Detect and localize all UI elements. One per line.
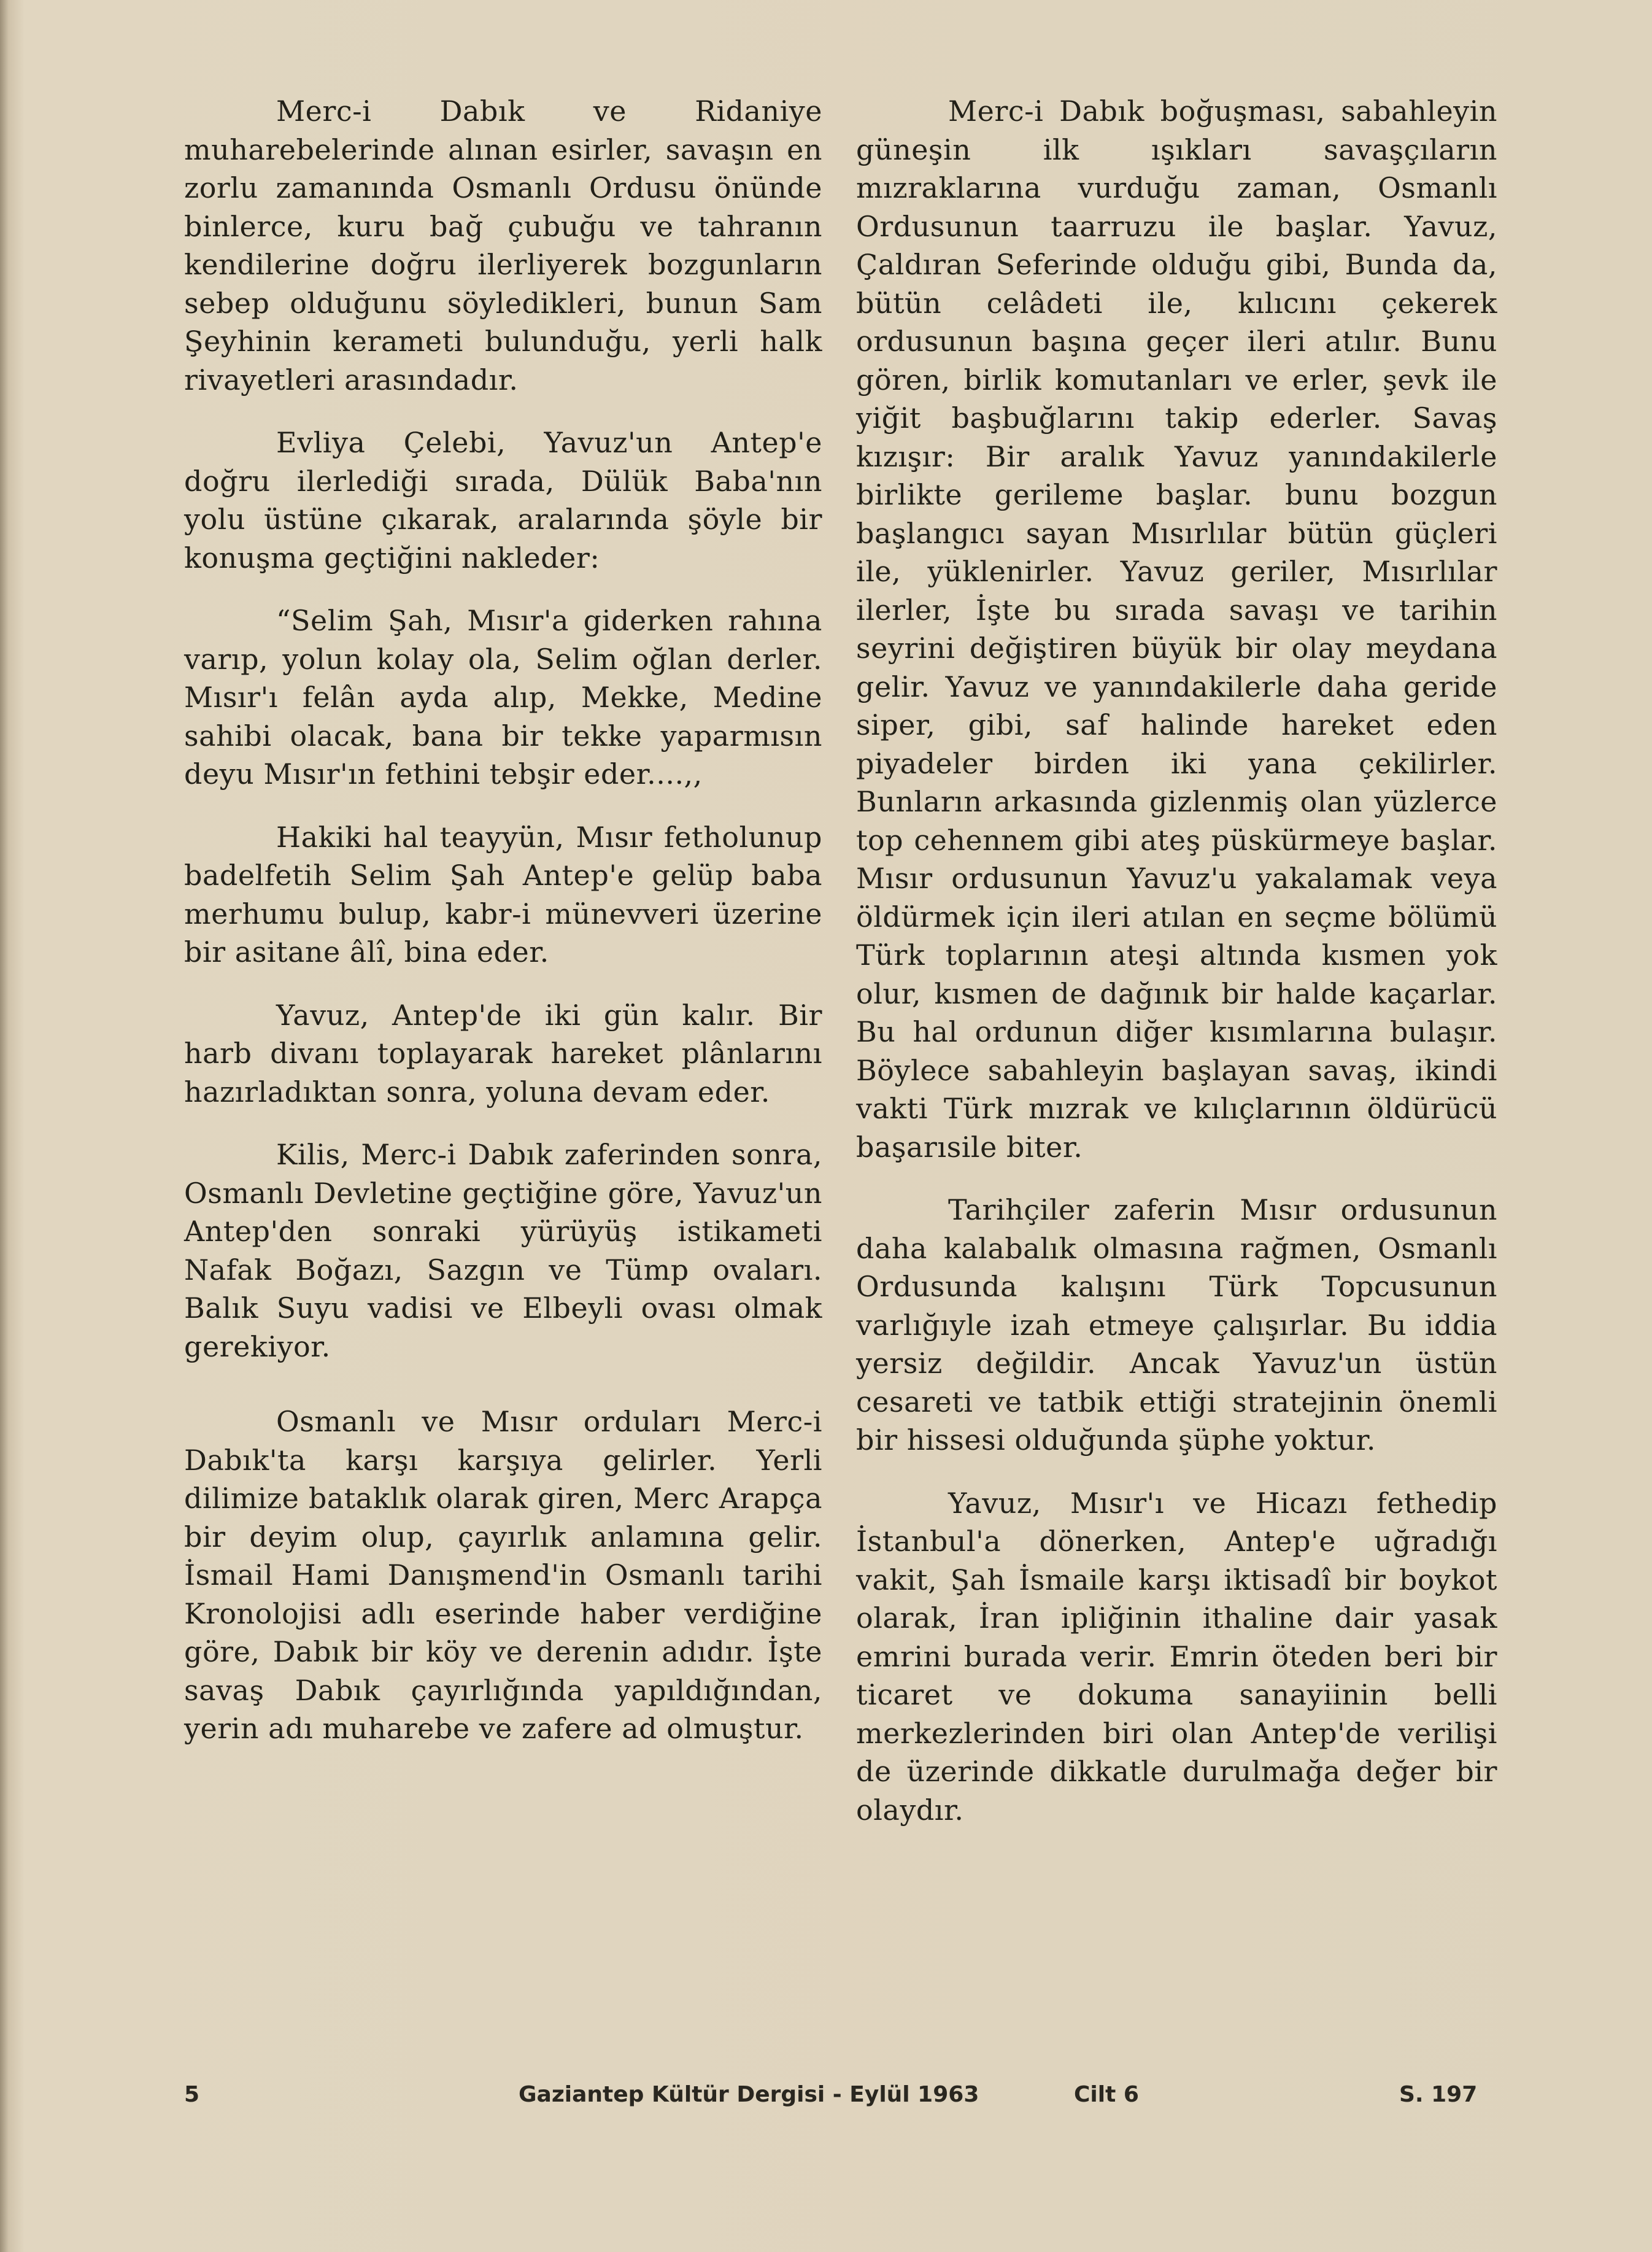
journal-title: Gaziantep Kültür Dergisi - Eylül 1963	[519, 2082, 979, 2107]
quote-paragraph: “Selim Şah, Mısır'a giderken rahına varıp, yolun kolay ola, Selim oğlan derler. Mısır'ı felân ayda alıp, Mekke, Medine sahibi olacak, bana bir tekke yaparmısın deyu Mısır'ın fethini tebşir eder....,,	[184, 604, 822, 791]
page-footer	[184, 2082, 1485, 2113]
paragraph: Yavuz, Mısır'ı ve Hicazı fethedip İstanbul'a dönerken, Antep'e uğradığı vakit, Şah İsmaile karşı iktisadî bir boykot olarak, İran ipliğinin ithaline dair yasak emrini burada verir. Emrin öteden beri bir ticaret ve dokuma sanayiinin belli merkezlerinden biri olan Antep'de verilişi de üzerinde dikkatle durulmağa değer bir olaydır.	[856, 1486, 1497, 1827]
paragraph: Hakiki hal teayyün, Mısır fetholunup badelfetih Selim Şah Antep'e gelüp baba merhumu bulup, kabr-i münevveri üzerine bir asitane âlî, bina eder.	[184, 820, 822, 969]
right-column	[856, 92, 1497, 1854]
left-column	[184, 92, 822, 1773]
paragraph: Kilis, Merc-i Dabık zaferinden sonra, Osmanlı Devletine geçtiğine göre, Yavuz'un Antep'den sonraki yürüyüş istikameti Nafak Boğazı, Sazgın ve Tümp ovaları. Balık Suyu vadisi ve Elbeyli ovası olmak gerekiyor.	[184, 1138, 822, 1363]
paragraph: Evliya Çelebi, Yavuz'un Antep'e doğru ilerlediği sırada, Dülük Baba'nın yolu üstüne çıkarak, aralarında şöyle bir konuşma geçtiğini nakleder:	[184, 426, 822, 575]
issue-number: S. 197	[1399, 2082, 1478, 2107]
paragraph: Merc-i Dabık boğuşması, sabahleyin güneşin ilk ışıkları savaşçıların mızraklarına vurduğu zaman, Osmanlı Ordusunun taarruzu ile başlar. Yavuz, Çaldıran Seferinde olduğu gibi, Bunda da, bütün celâdeti ile, kılıcını çekerek ordusunun başına geçer ileri atılır. Bunu gören, birlik komutanları ve erler, şevk ile yiğit başbuğlarını takip ederler. Savaş kızışır: Bir aralık Yavuz yanındakilerle birlikte gerileme başlar. bunu bozgun başlangıcı sayan Mısırlılar bütün güçleri ile, yüklenirler. Yavuz geriler, Mısırlılar ilerler, İşte bu sırada savaşı ve tarihin seyrini değiştiren büyük bir olay meydana gelir. Yavuz ve yanındakilerle daha geride siper, gibi, saf halinde hareket eden piyadeler birden iki yana çekilirler. Bunların arkasında gizlenmiş olan yüzlerce top cehennem gibi ateş püskürmeye başlar. Mısır ordusunun Yavuz'u yakalamak veya öldürmek için ileri atılan en seçme bölümü Türk toplarının ateşi altında kısmen yok olur, kısmen de dağınık bir halde kaçarlar. Bu hal ordunun diğer kısımlarına bulaşır. Böylece sabahleyin başlayan savaş, ikindi vakti Türk mızrak ve kılıçlarının öldürücü başarısile biter.	[856, 95, 1497, 1164]
paragraph: Merc-i Dabık ve Ridaniye muharebelerinde alınan esirler, savaşın en zorlu zamanında Osmanlı Ordusu önünde binlerce, kuru bağ çubuğu ve tahranın kendilerine doğru ilerliyerek bozgunların sebep olduğunu söyledikleri, bunun Sam Şeyhinin kerameti bulunduğu, yerli halk rivayetleri arasındadır.	[184, 95, 822, 397]
paragraph: Yavuz, Antep'de iki gün kalır. Bir harb divanı toplayarak hareket plânlarını hazırladıktan sonra, yoluna devam eder.	[184, 998, 822, 1109]
volume-label: Cilt 6	[1074, 2082, 1139, 2107]
paragraph: Osmanlı ve Mısır orduları Merc-i Dabık'ta karşı karşıya gelirler. Yerli dilimize bataklık olarak giren, Merc Arapça bir deyim olup, çayırlık anlamına gelir. İsmail Hami Danışmend'in Osmanlı tarihi Kronolojisi adlı eserinde haber verdiğine göre, Dabık bir köy ve derenin adıdır. İşte savaş Dabık çayırlığında yapıldığından, yerin adı muharebe ve zafere ad olmuştur.	[184, 1405, 822, 1745]
page-number: 5	[184, 2082, 200, 2107]
paragraph: Tarihçiler zaferin Mısır ordusunun daha kalabalık olmasına rağmen, Osmanlı Ordusunda kalışını Türk Topcusunun varlığıyle izah etmeye çalışırlar. Bu iddia yersiz değildir. Ancak Yavuz'un üstün cesareti ve tatbik ettiği stratejinin önemli bir hissesi olduğunda şüphe yoktur.	[856, 1193, 1497, 1457]
